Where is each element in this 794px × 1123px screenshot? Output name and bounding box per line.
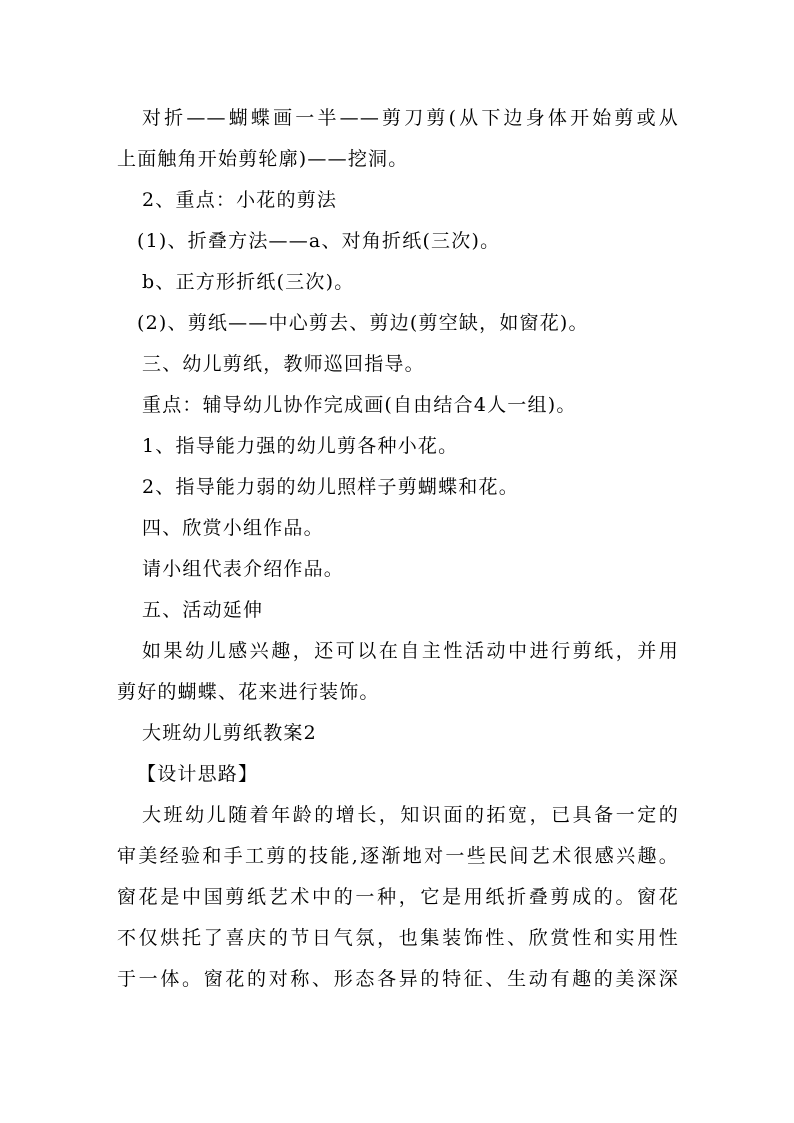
text-line: 1、指导能力强的幼儿剪各种小花。 (142, 435, 459, 457)
section-heading: 【设计思路】 (137, 763, 259, 785)
text-line: 五、活动延伸 (142, 599, 264, 621)
text-line: 于一体。窗花的对称、形态各异的特征、生动有趣的美深深 (117, 968, 679, 990)
text-line: 对折——蝴蝶画一半——剪刀剪(从下边身体开始剪或从 (142, 107, 679, 129)
text-line: 请小组代表介绍作品。 (142, 558, 345, 580)
text-line: 如果幼儿感兴趣，还可以在自主性活动中进行剪纸，并用 (142, 640, 679, 662)
text-line: 四、欣赏小组作品。 (142, 517, 324, 539)
text-line: 剪好的蝴蝶、花来进行装饰。 (117, 681, 380, 703)
text-line: (2)、剪纸——中心剪去、剪边(剪空缺，如窗花)。 (137, 312, 589, 334)
text-line: 不仅烘托了喜庆的节日气氛，也集装饰性、欣赏性和实用性 (117, 927, 679, 949)
text-line: b、正方形折纸(三次)。 (142, 271, 355, 293)
text-line: 上面触角开始剪轮廓)——挖洞。 (117, 148, 409, 170)
document-body (117, 98, 679, 1000)
text-line: 三、幼儿剪纸，教师巡回指导。 (142, 353, 425, 375)
text-line: 重点：辅导幼儿协作完成画(自由结合4人一组)。 (142, 394, 577, 416)
text-line: 大班幼儿随着年龄的增长，知识面的拓宽，已具备一定的 (142, 804, 679, 826)
text-line: 窗花是中国剪纸艺术中的一种，它是用纸折叠剪成的。窗花 (117, 886, 679, 908)
text-line: 2、重点：小花的剪法 (142, 189, 338, 211)
section-title: 大班幼儿剪纸教案2 (142, 722, 317, 744)
text-line: (1)、折叠方法——a、对角折纸(三次)。 (137, 230, 501, 252)
text-line: 2、指导能力弱的幼儿照样子剪蝴蝶和花。 (142, 476, 519, 498)
text-line: 审美经验和手工剪的技能,逐渐地对一些民间艺术很感兴趣。 (117, 845, 679, 867)
